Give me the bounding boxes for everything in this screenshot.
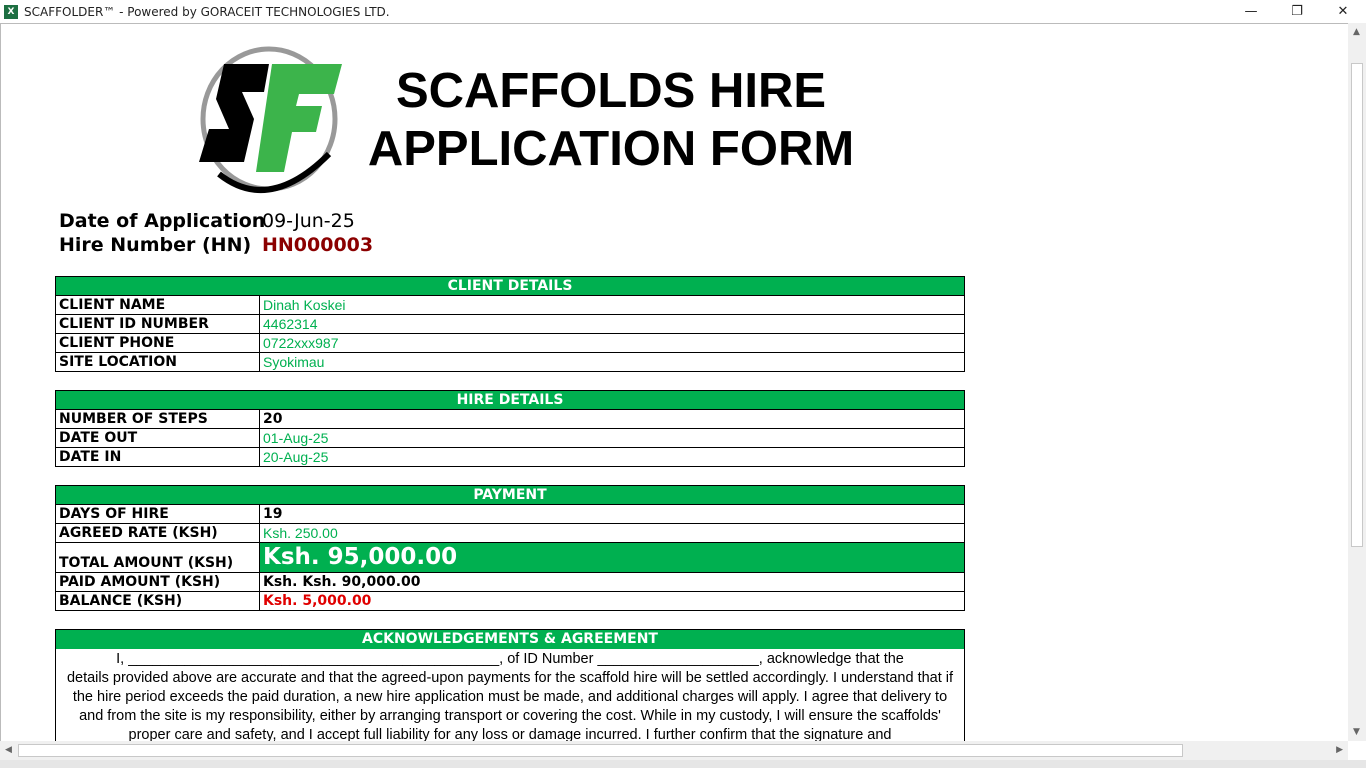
table-row (56, 334, 965, 353)
row-label: NUMBER OF STEPS (56, 410, 260, 429)
date-out-cell[interactable]: 01-Aug-25 (260, 429, 965, 448)
total-cell[interactable]: Ksh. 95,000.00 (260, 543, 965, 573)
table-row (56, 592, 965, 611)
table-row (56, 353, 965, 372)
date-label: Date of Application (59, 210, 266, 232)
row-label: SITE LOCATION (56, 353, 260, 372)
client-details-header: CLIENT DETAILS (56, 277, 965, 296)
close-button[interactable]: ✕ (1337, 4, 1349, 19)
title-line-1: SCAFFOLDS HIRE (395, 64, 827, 118)
status-strip (0, 760, 1366, 768)
row-label: DAYS OF HIRE (56, 505, 260, 524)
steps-cell[interactable]: 20 (260, 410, 965, 429)
title-bar (0, 0, 1366, 23)
paid-cell[interactable]: Ksh. Ksh. 90,000.00 (260, 573, 965, 592)
scroll-right-icon[interactable]: ▶ (1336, 745, 1343, 755)
table-row (56, 315, 965, 334)
horizontal-scroll-thumb[interactable] (18, 744, 1183, 757)
restore-button[interactable]: ❐ (1291, 4, 1303, 19)
payment-header: PAYMENT (56, 486, 965, 505)
client-id-cell[interactable]: 4462314 (260, 315, 965, 334)
rate-cell[interactable]: Ksh. 250.00 (260, 524, 965, 543)
horizontal-scrollbar[interactable] (0, 741, 1348, 760)
acknowledgement-section (55, 629, 965, 741)
table-row (56, 543, 965, 573)
minimize-button[interactable]: — (1244, 4, 1258, 19)
hire-number-label: Hire Number (HN) (59, 234, 252, 256)
excel-icon: X (4, 5, 18, 19)
table-row (56, 573, 965, 592)
table-row (56, 410, 965, 429)
row-label: CLIENT ID NUMBER (56, 315, 260, 334)
vertical-scroll-thumb[interactable] (1351, 63, 1363, 547)
acknowledgement-text (56, 649, 964, 741)
acknowledgement-body: details provided above are accurate and that the agreed-upon payments for the scaffold hire will be settled accordingly. I understand that if the hire period exceeds the paid duration, a new hire application must be made, and additional charges will apply. I agree that delivery to and from the site is my responsibility, either by arranging transport or covering the cost. While in my custody, I will ensure the scaffolds' proper care and safety, and I accept full liability for any loss or damage incurred. I further confirm that the signature and (66, 670, 954, 741)
sf-logo-icon (194, 44, 344, 194)
page-title (361, 62, 861, 178)
window-title: SCAFFOLDER™ - Powered by GORACEIT TECHNOLOGIES LTD. (24, 4, 390, 19)
hire-number-value[interactable]: HN000003 (262, 234, 374, 256)
date-in-cell[interactable]: 20-Aug-25 (260, 448, 965, 467)
row-label: CLIENT NAME (56, 296, 260, 315)
row-label: BALANCE (KSH) (56, 592, 260, 611)
acknowledgement-line-1: I, ______________________________________________, of ID Number ____________________, acknowledge that the (116, 651, 904, 667)
scroll-down-icon[interactable]: ▼ (1353, 727, 1360, 737)
vertical-scrollbar[interactable] (1348, 23, 1366, 741)
scroll-up-icon[interactable]: ▲ (1353, 27, 1360, 37)
hire-details-header: HIRE DETAILS (56, 391, 965, 410)
client-details-table (55, 276, 965, 372)
table-row (56, 296, 965, 315)
site-location-cell[interactable]: Syokimau (260, 353, 965, 372)
client-phone-cell[interactable]: 0722xxx987 (260, 334, 965, 353)
days-cell[interactable]: 19 (260, 505, 965, 524)
form-sheet (0, 23, 1348, 741)
row-label: DATE OUT (56, 429, 260, 448)
table-row (56, 448, 965, 467)
title-line-2: APPLICATION FORM (367, 122, 855, 176)
payment-table (55, 485, 965, 611)
acknowledgement-header: ACKNOWLEDGEMENTS & AGREEMENT (56, 630, 964, 649)
row-label: PAID AMOUNT (KSH) (56, 573, 260, 592)
row-label: TOTAL AMOUNT (KSH) (56, 543, 260, 573)
row-label: CLIENT PHONE (56, 334, 260, 353)
table-row (56, 524, 965, 543)
table-row (56, 505, 965, 524)
date-value[interactable]: 09-Jun-25 (262, 210, 355, 232)
scroll-left-icon[interactable]: ◀ (5, 745, 12, 755)
row-label: AGREED RATE (KSH) (56, 524, 260, 543)
hire-details-table (55, 390, 965, 467)
balance-cell[interactable]: Ksh. 5,000.00 (260, 592, 965, 611)
table-row (56, 429, 965, 448)
client-name-cell[interactable]: Dinah Koskei (260, 296, 965, 315)
row-label: DATE IN (56, 448, 260, 467)
